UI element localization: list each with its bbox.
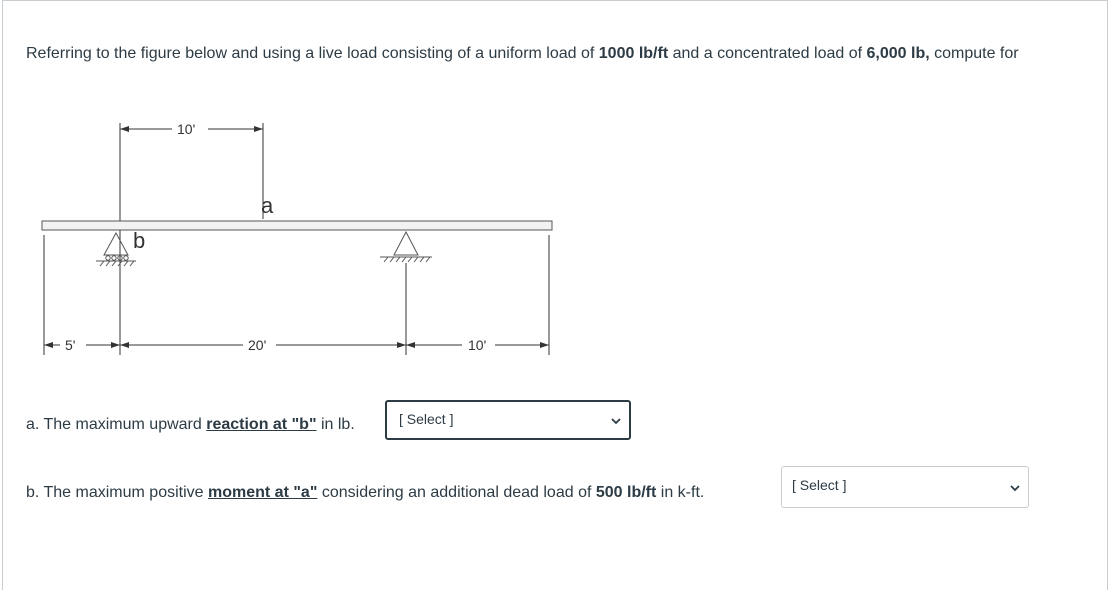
label-b: b [133,228,146,253]
answer-b-select-value: [ Select ] [792,477,847,493]
support-right [394,232,418,255]
chevron-down-icon [611,417,621,425]
roller-2 [112,256,116,260]
question-a [26,415,355,435]
arrow-20-left [120,342,129,348]
question-a-suffix: in lb. [316,416,355,433]
chevron-down-icon [1010,484,1020,492]
arrow-10-left [406,342,415,348]
arrow-5-right [111,342,120,348]
answer-a-select-value: [ Select ] [399,411,454,427]
prompt-text-2: and a concentrated load of [668,45,867,62]
question-prompt [26,40,1096,67]
prompt-text-1: Referring to the figure below and using a live load consisting of a uniform load of [26,45,599,62]
support-b [104,233,128,255]
dead-load-value: 500 lb/ft [595,484,657,501]
dim-left-label: 5' [65,337,76,353]
beam-figure [30,115,565,380]
question-b-suffix: in k-ft. [656,484,705,501]
arrow-5-left [44,342,53,348]
reaction-link[interactable]: reaction at "b" [206,416,317,433]
arrow-top-right [254,126,263,132]
dim-mid-label: 20' [248,337,267,353]
prompt-text-3: compute for [929,45,1019,62]
roller-4 [124,256,128,260]
answer-b-select[interactable] [781,466,1029,508]
question-b-mid: considering an additional dead load of [317,484,596,501]
question-b [26,483,704,503]
arrow-10-right [540,342,549,348]
moment-link[interactable]: moment at "a" [208,484,318,501]
roller-1 [106,256,110,260]
question-a-prefix: a. The maximum upward [26,416,207,433]
uniform-load-value: 1000 lb/ft [598,45,669,62]
arrow-20-right [397,342,406,348]
label-a: a [261,193,274,218]
question-b-prefix: b. The maximum positive [26,484,208,501]
beam [42,221,552,230]
concentrated-load-value: 6,000 lb, [866,45,930,62]
dim-top-label: 10' [177,121,196,137]
dim-right-label: 10' [468,337,487,353]
answer-a-select[interactable] [385,400,631,440]
arrow-top-left [120,126,129,132]
